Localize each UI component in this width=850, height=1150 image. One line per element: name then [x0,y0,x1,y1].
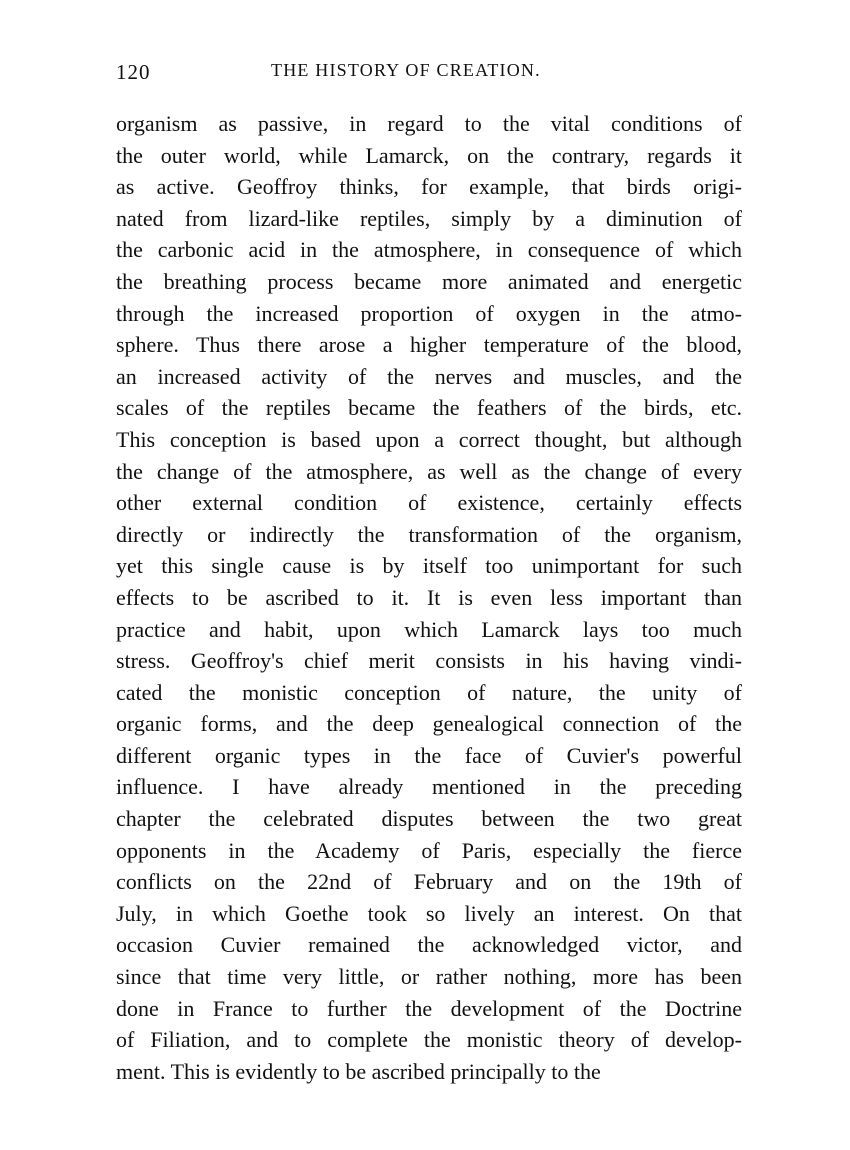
text-line: of Filiation, and to complete the monistic theory of develop- [116,1027,742,1053]
text-line: an increased activity of the nerves and muscles, and the [116,363,742,389]
text-line: conflicts on the 22nd of February and on the 19th of [116,869,742,895]
text-line: the breathing process became more animated and energetic [116,268,742,294]
text-line: chapter the celebrated disputes between the two great [116,806,742,832]
text-line: stress. Geoffroy's chief merit consists in his having vindi- [116,648,742,674]
text-line: directly or indirectly the transformation of the organism, [116,521,742,547]
text-line: done in France to further the development of the Doctrine [116,995,742,1021]
text-line: yet this single cause is by itself too unimportant for such [116,553,742,579]
text-line: opponents in the Academy of Paris, especially the fierce [116,837,742,863]
text-line: sphere. Thus there arose a higher temperature of the blood, [116,332,742,358]
text-line: the carbonic acid in the atmosphere, in consequence of which [116,237,742,263]
text-line: scales of the reptiles became the feathers of the birds, etc. [116,395,742,421]
running-title: THE HISTORY OF CREATION. [271,60,541,80]
text-line: occasion Cuvier remained the acknowledged victor, and [116,932,742,958]
text-line: since that time very little, or rather nothing, more has been [116,964,742,990]
text-line: organism as passive, in regard to the vital conditions of [116,111,742,136]
text-line: practice and habit, upon which Lamarck lays too much [116,616,742,642]
text-line: ment. This is evidently to be ascribed principally to the [116,1058,601,1084]
text-line: nated from lizard-like reptiles, simply by a diminution of [116,205,742,231]
text-line: different organic types in the face of Cuvier's powerful [116,742,742,768]
page-number: 120 [116,60,151,84]
text-line: organic forms, and the deep genealogical connection of the [116,711,742,737]
text-line: the outer world, while Lamarck, on the contrary, regards it [116,142,742,168]
text-line: influence. I have already mentioned in the preceding [116,774,742,800]
text-line: the change of the atmosphere, as well as the change of every [116,458,742,484]
text-line: effects to be ascribed to it. It is even less important than [116,584,742,610]
text-line: This conception is based upon a correct thought, but although [116,426,742,452]
text-line: through the increased proportion of oxygen in the atmo- [116,300,742,326]
running-head [116,60,742,88]
body-text [116,108,742,1087]
text-line: cated the monistic conception of nature, the unity of [116,679,742,705]
text-line: as active. Geoffroy thinks, for example, that birds origi- [116,174,742,200]
text-line: other external condition of existence, certainly effects [116,490,742,516]
text-line: July, in which Goethe took so lively an interest. On that [116,900,742,926]
